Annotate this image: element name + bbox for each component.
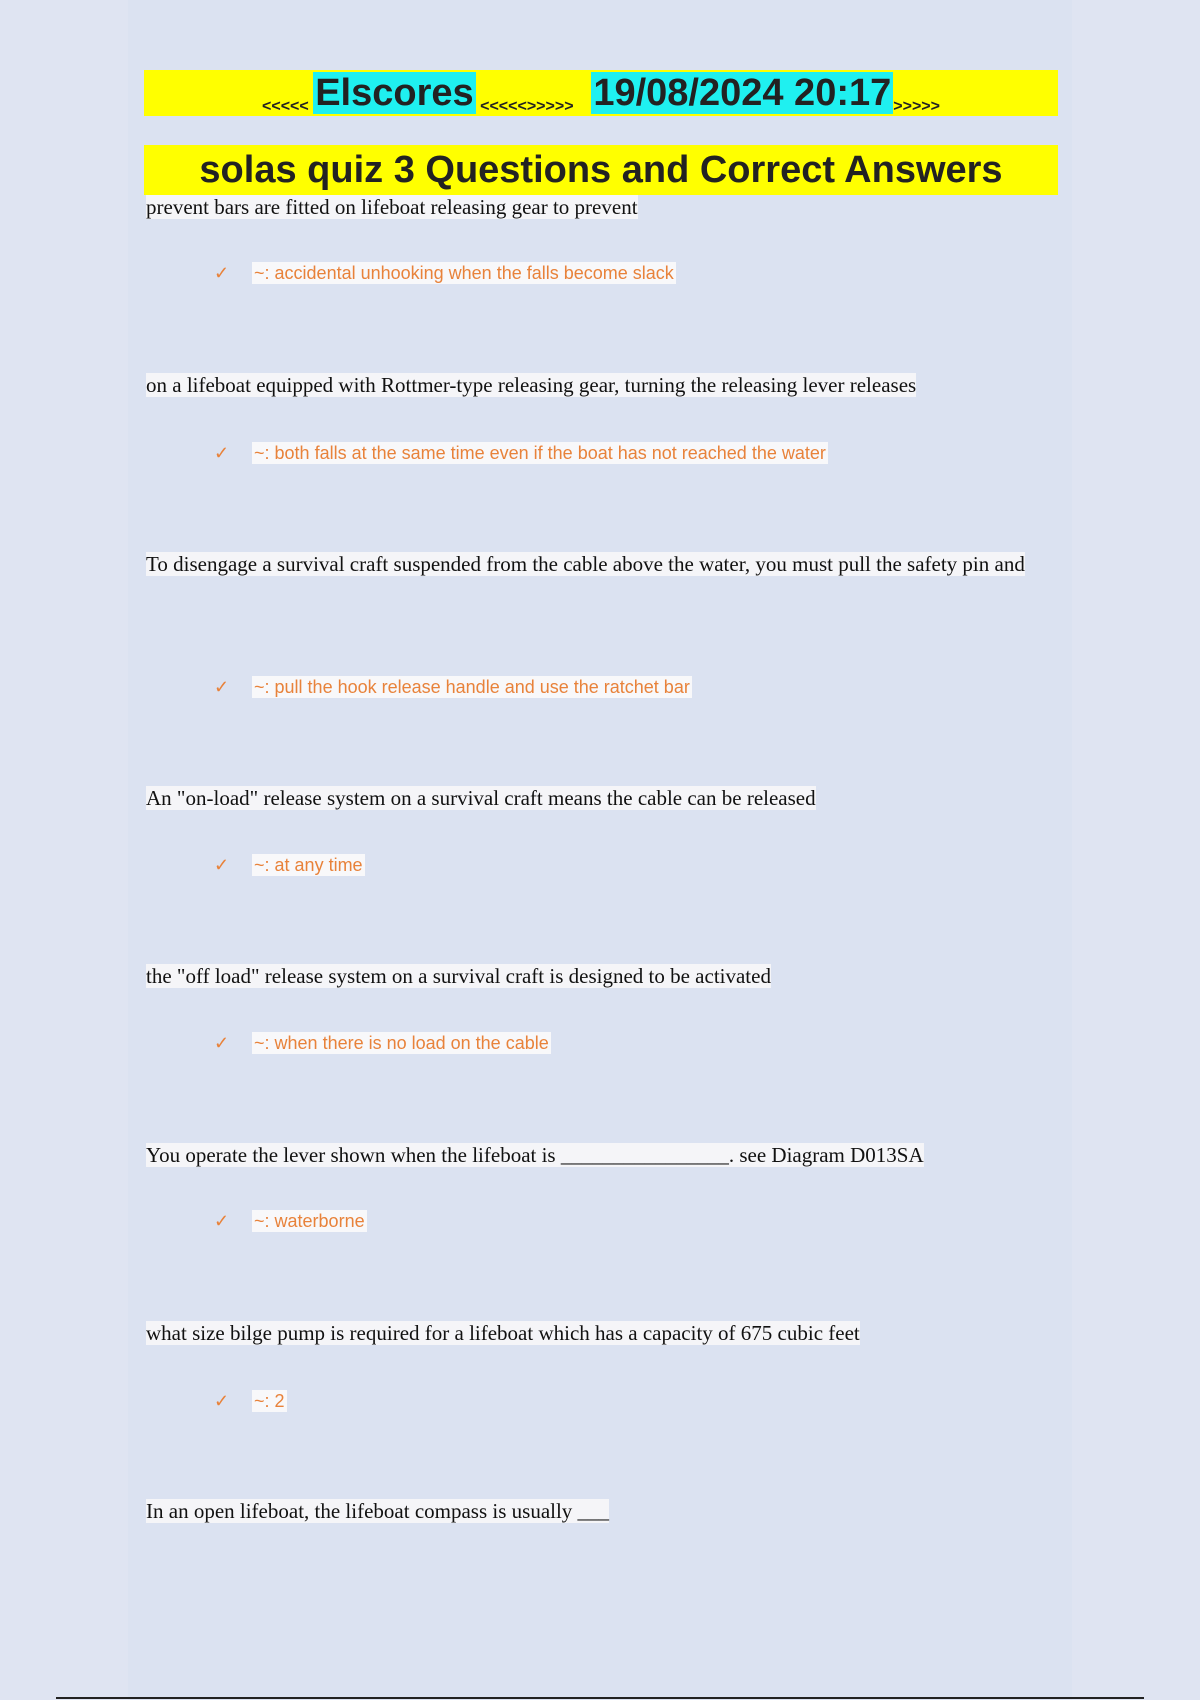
- check-icon: ✓: [214, 1033, 230, 1053]
- question-text: An "on-load" release system on a survival craft means the cable can be released: [146, 786, 816, 810]
- question-text: the "off load" release system on a survival craft is designed to be activated: [146, 964, 771, 988]
- answer-text-wrap: [252, 676, 692, 698]
- answer-5: [214, 1033, 551, 1054]
- question-text: In an open lifeboat, the lifeboat compass is usually ___: [146, 1499, 610, 1523]
- answer-text: at any time: [274, 855, 363, 875]
- answer-4: [214, 855, 365, 876]
- answer-text-wrap: [252, 1032, 551, 1054]
- answer-text-wrap: [252, 442, 828, 464]
- question-3: [146, 537, 1046, 592]
- answer-text: accidental unhooking when the falls become slack: [274, 263, 674, 283]
- answer-prefix: ~:: [254, 443, 270, 463]
- check-icon: ✓: [214, 677, 230, 697]
- document-title: solas quiz 3 Questions and Correct Answers: [144, 145, 1058, 195]
- answer-text: waterborne: [274, 1211, 365, 1231]
- question-6: [146, 1128, 1046, 1183]
- answer-3: [214, 677, 692, 698]
- answer-prefix: ~:: [254, 263, 270, 283]
- brand-name: Elscores: [315, 72, 474, 114]
- question-7: [146, 1306, 1046, 1361]
- answer-6: [214, 1211, 367, 1232]
- header-datetime: 19/08/2024 20:17: [593, 72, 892, 114]
- check-icon: ✓: [214, 263, 230, 283]
- answer-2: [214, 443, 828, 464]
- answer-text: both falls at the same time even if the boat has not reached the water: [274, 443, 826, 463]
- header-left-arrows: <<<<<: [262, 98, 309, 115]
- answer-text-wrap: [252, 1210, 367, 1232]
- answer-1: [214, 263, 676, 284]
- answer-text: pull the hook release handle and use the ratchet bar: [274, 677, 690, 697]
- question-8: [146, 1484, 1046, 1539]
- header-banner: [144, 70, 1058, 116]
- header-right-arrows: >>>>>: [893, 98, 940, 115]
- question-1: [146, 180, 1046, 235]
- answer-prefix: ~:: [254, 1211, 270, 1231]
- answer-prefix: ~:: [254, 1391, 270, 1411]
- answer-prefix: ~:: [254, 677, 270, 697]
- question-text: To disengage a survival craft suspended from the cable above the water, you must pull the safety pin and: [146, 552, 1025, 576]
- check-icon: ✓: [214, 855, 230, 875]
- question-text: You operate the lever shown when the lifeboat is ________________. see Diagram D013SA: [146, 1143, 924, 1167]
- check-icon: ✓: [214, 1211, 230, 1231]
- question-text: on a lifeboat equipped with Rottmer-type releasing gear, turning the releasing lever releases: [146, 373, 917, 397]
- question-text: prevent bars are fitted on lifeboat releasing gear to prevent: [146, 195, 638, 219]
- question-5: [146, 949, 1046, 1004]
- answer-prefix: ~:: [254, 1033, 270, 1053]
- answer-text-wrap: [252, 262, 676, 284]
- footer-divider: [56, 1697, 1144, 1699]
- document-page: [128, 0, 1072, 1700]
- answer-prefix: ~:: [254, 855, 270, 875]
- question-2: [146, 358, 1046, 413]
- answer-text-wrap: [252, 854, 365, 876]
- header-middle-arrows: <<<<<>>>>>: [480, 98, 574, 115]
- answer-7: [214, 1391, 287, 1412]
- check-icon: ✓: [214, 1391, 230, 1411]
- question-4: [146, 771, 1046, 826]
- answer-text-wrap: [252, 1390, 287, 1412]
- answer-text: when there is no load on the cable: [274, 1033, 549, 1053]
- check-icon: ✓: [214, 443, 230, 463]
- question-text: what size bilge pump is required for a lifeboat which has a capacity of 675 cubic feet: [146, 1321, 860, 1345]
- answer-text: 2: [274, 1391, 285, 1411]
